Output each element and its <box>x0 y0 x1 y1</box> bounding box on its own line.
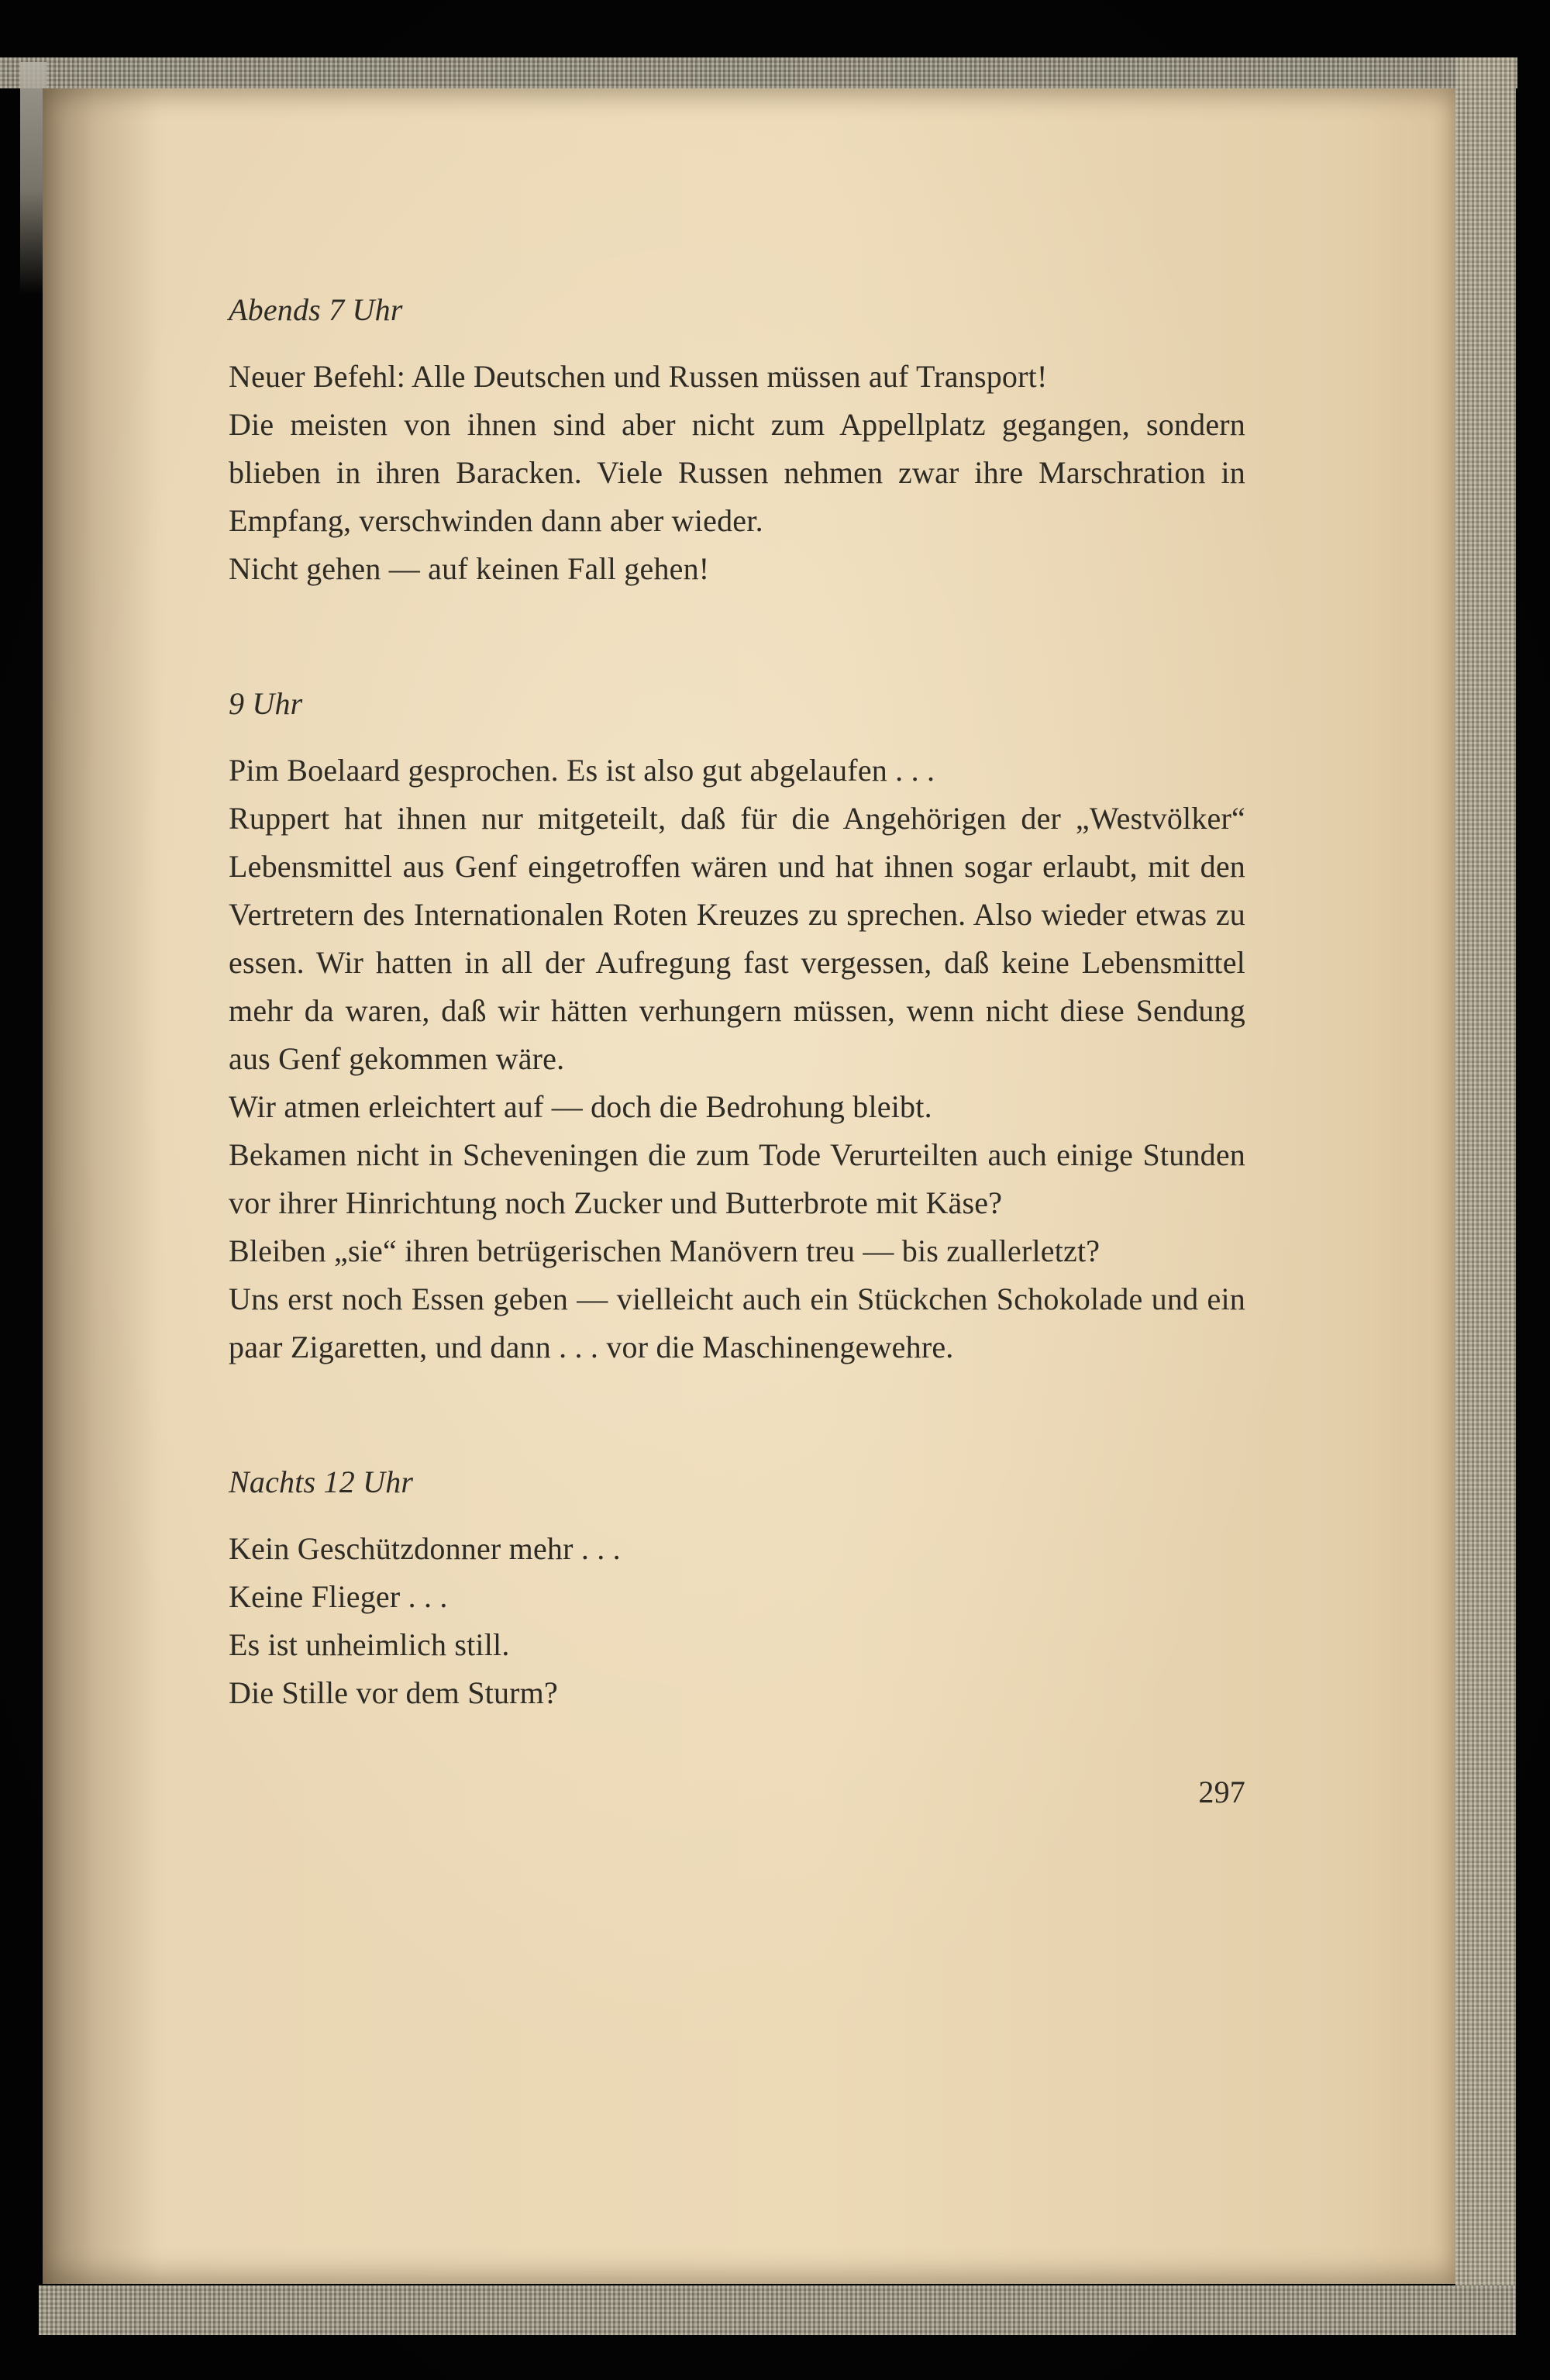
paragraph: Die meisten von ihnen sind aber nicht zum Appellplatz gegangen, sondern blieben in ihren Baracken. Viele Russen nehmen zwar ihre Marschration in Empfang, verschwinden dann aber wieder. <box>229 407 1245 538</box>
paragraph: Ruppert hat ihnen nur mitgeteilt, daß für die Angehörigen der „Westvölker“ Lebensmittel aus Genf eingetroffen wären und hat ihnen sogar erlaubt, mit den Vertretern des Internationalen Roten Kreuzes zu sprechen. Also wieder etwas zu essen. Wir hatten in all der Aufregung fast vergessen, daß keine Lebensmittel mehr da waren, daß wir hätten verhungern müssen, wenn nicht diese Sendung aus Genf gekommen wäre. <box>229 801 1245 1076</box>
page-number: 297 <box>1198 1775 1245 1809</box>
diary-section-evening <box>229 286 1245 593</box>
paragraph: Kein Geschützdonner mehr . . . <box>229 1531 621 1566</box>
section-heading: 9 Uhr <box>229 686 303 721</box>
paragraph: Nicht gehen — auf keinen Fall gehen! <box>229 551 710 586</box>
page-gutter-shadow <box>43 88 159 2284</box>
book-cover-edge-right <box>1455 57 1516 2335</box>
paragraph: Pim Boelaard gesprochen. Es ist also gut abgelaufen . . . <box>229 753 935 788</box>
paragraph: Wir atmen erleichtert auf — doch die Bedrohung bleibt. <box>229 1089 932 1124</box>
book-page <box>43 88 1455 2284</box>
page-text-block <box>229 286 1245 1816</box>
paragraph: Es ist unheimlich still. <box>229 1627 510 1662</box>
paragraph: Uns erst noch Essen geben — vielleicht auch ein Stückchen Schokolade und ein paar Zigaretten, und dann . . . vor die Maschinengewehre. <box>229 1281 1245 1364</box>
paragraph: Bekamen nicht in Scheveningen die zum Tode Verurteilten auch einige Stunden vor ihrer Hinrichtung noch Zucker und Butterbrote mit Käse? <box>229 1137 1245 1220</box>
book-cover-edge-top <box>0 57 1517 88</box>
paragraph: Bleiben „sie“ ihren betrügerischen Manövern treu — bis zuallerletzt? <box>229 1233 1100 1268</box>
book-cover-edge-bottom <box>39 2285 1516 2335</box>
paragraph: Keine Flieger . . . <box>229 1579 448 1614</box>
section-heading: Abends 7 Uhr <box>229 292 403 327</box>
paragraph: Die Stille vor dem Sturm? <box>229 1675 558 1710</box>
paragraph: Neuer Befehl: Alle Deutschen und Russen müssen auf Transport! <box>229 359 1048 394</box>
diary-section-nine <box>229 680 1245 1371</box>
section-heading: Nachts 12 Uhr <box>229 1464 414 1499</box>
diary-section-midnight <box>229 1458 1245 1717</box>
